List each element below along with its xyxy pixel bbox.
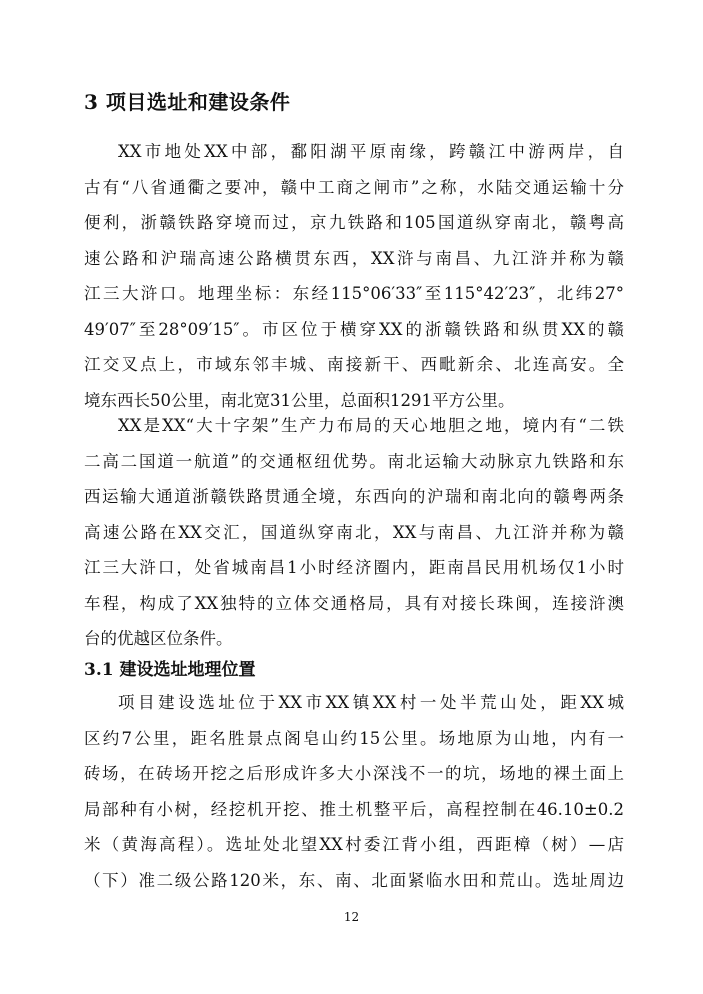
text-line: 49′07″至28°09′15″。市区位于横穿XX的浙赣铁路和纵贯XX的赣 — [84, 319, 624, 339]
text-line: 江交叉点上，市域东邻丰城、南接新干、西毗新余、北连高安。全 — [84, 355, 624, 374]
text-line: 车程，构成了XX独特的立体交通格局，具有对接长珠闽，连接浒澳 — [84, 593, 624, 613]
paragraph-location-overview — [84, 134, 624, 418]
page-number: 12 — [343, 910, 360, 924]
text-line: 便利，浙赣铁路穿境而过，京九铁路和105国道纵穿南北，赣粤高 — [84, 213, 624, 232]
text-line: （下）准二级公路120米，东、南、北面紧临水田和荒山。选址周边 — [84, 870, 624, 890]
paragraph-site-location — [84, 685, 624, 898]
text-line: 台的优越区位条件。 — [84, 629, 233, 648]
text-line: 二高二国道一航道”的交通枢纽优势。南北运输大动脉京九铁路和东 — [84, 451, 624, 471]
text-line: 西运输大通道浙赣铁路贯通全境，东西向的沪瑞和南北向的赣粤两条 — [84, 487, 624, 506]
text-line: XX市地处XX中部，鄱阳湖平原南缘，跨赣江中游两岸，自 — [118, 142, 624, 161]
text-line: 米（黄海高程）。选址处北望XX村委江背小组，西距樟（树）—店 — [84, 835, 624, 854]
paragraph-transport-advantage — [84, 408, 624, 657]
text-line: 速公路和沪瑞高速公路横贯东西，XX浒与南昌、九江浒并称为赣 — [84, 248, 624, 268]
text-line: 区约7公里，距名胜景点阁皂山约15公里。场地原为山地，内有一 — [84, 728, 624, 748]
text-line: 江三大浒口。地理坐标：东经115°06′33″至115°42′23″，北纬27° — [84, 284, 624, 303]
text-line: 古有“八省通衢之要冲，赣中工商之闸市”之称，水陆交通运输十分 — [84, 177, 624, 197]
section-heading: 3 项目选址和建设条件 — [84, 90, 291, 114]
text-line: 砖场，在砖场开挖之后形成许多大小深浅不一的坑，场地的裸土面上 — [84, 764, 624, 783]
text-line: 局部种有小树，经挖机开挖、推土机整平后，高程控制在46.10±0.2 — [84, 799, 624, 819]
subsection-heading: 3.1 建设选址地理位置 — [84, 660, 256, 680]
text-line: 高速公路在XX交汇，国道纵穿南北，XX与南昌、九江浒并称为赣 — [84, 522, 624, 542]
text-line: 江三大浒口，处省城南昌1小时经济圈内，距南昌民用机场仅1小时 — [84, 558, 624, 577]
text-line: 项目建设选址位于XX市XX镇XX村一处半荒山处，距XX城 — [118, 693, 624, 712]
text-line: XX是XX“大十字架”生产力布局的天心地胆之地，境内有“二铁 — [118, 416, 624, 435]
text-line: 境东西长50公里，南北宽31公里，总面积1291平方公里。 — [84, 390, 515, 410]
